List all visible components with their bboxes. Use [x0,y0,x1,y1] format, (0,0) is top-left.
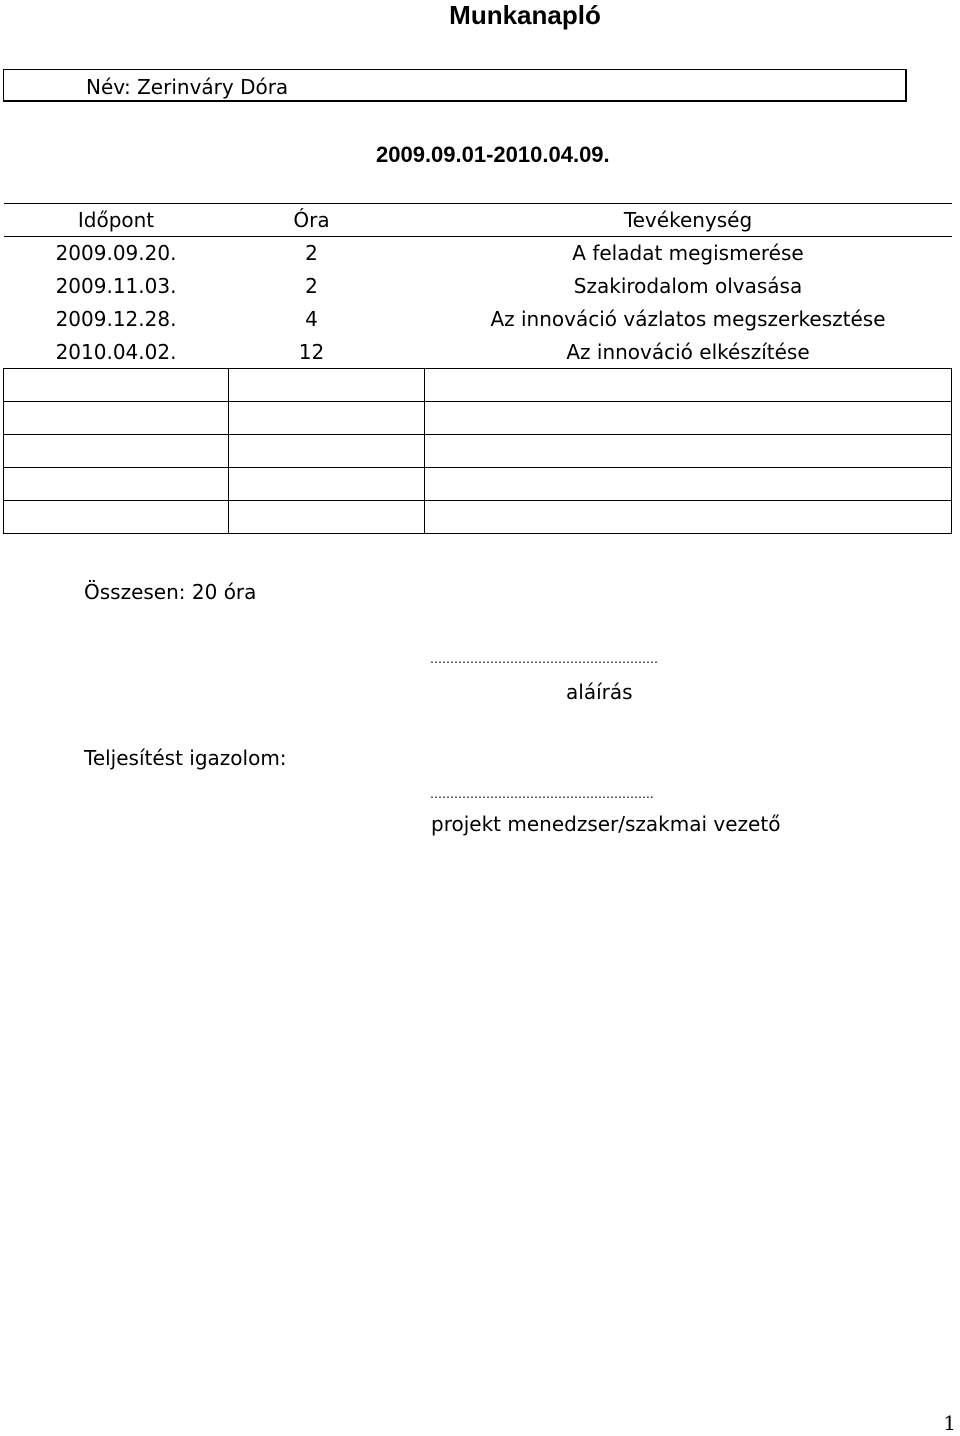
cell-hours: 4 [305,307,318,331]
empty-cell [4,402,229,435]
empty-cell [229,369,425,402]
cell-date: 2009.12.28. [55,307,177,331]
header-hours: Óra [229,204,425,237]
empty-cell [425,369,952,402]
table-row [4,270,952,303]
header-date: Időpont [4,204,229,237]
empty-cell [229,435,425,468]
signature-line: ………………………………………………… [430,652,658,666]
empty-cell [4,369,229,402]
cell-date: 2010.04.02. [55,339,177,364]
table-row [4,336,952,369]
cell-activity: Az innováció elkészítése [566,339,810,364]
page-number: 1 [943,1411,956,1435]
table-row [4,303,952,336]
certifier-signature-line: ……………………………………………….. [430,787,654,801]
document-title: Munkanapló [449,0,601,30]
cell-hours: 2 [305,241,318,266]
empty-cell [425,501,952,534]
certifier-role: projekt menedzser/szakmai vezető [431,812,781,836]
work-log-table [3,203,952,534]
empty-cell [425,435,952,468]
table-row [4,237,952,270]
table-header-row [4,204,952,237]
name-box [3,69,907,102]
empty-row [4,435,952,468]
cell-activity: A feladat megismerése [572,241,804,266]
cell-hours: 2 [305,274,318,298]
empty-cell [229,501,425,534]
empty-cell [425,468,952,501]
total-hours: Összesen: 20 óra [84,580,257,604]
empty-row [4,468,952,501]
empty-cell [4,468,229,501]
empty-row [4,402,952,435]
empty-cell [4,501,229,534]
cell-hours: 12 [298,339,325,364]
empty-row [4,369,952,402]
certification-label: Teljesítést igazolom: [84,746,287,770]
period-range: 2009.09.01-2010.04.09. [376,142,610,167]
empty-row [4,501,952,534]
name-line: Név: Zerinváry Dóra [86,75,289,99]
signature-label: aláírás [566,680,633,704]
header-activity: Tevékenység [425,204,952,237]
empty-cell [229,402,425,435]
cell-activity: Az innováció vázlatos megszerkesztése [490,307,886,331]
cell-date: 2009.09.20. [55,241,177,266]
cell-activity: Szakirodalom olvasása [573,274,803,298]
empty-cell [4,435,229,468]
empty-cell [425,402,952,435]
cell-date: 2009.11.03. [55,274,177,298]
empty-cell [229,468,425,501]
